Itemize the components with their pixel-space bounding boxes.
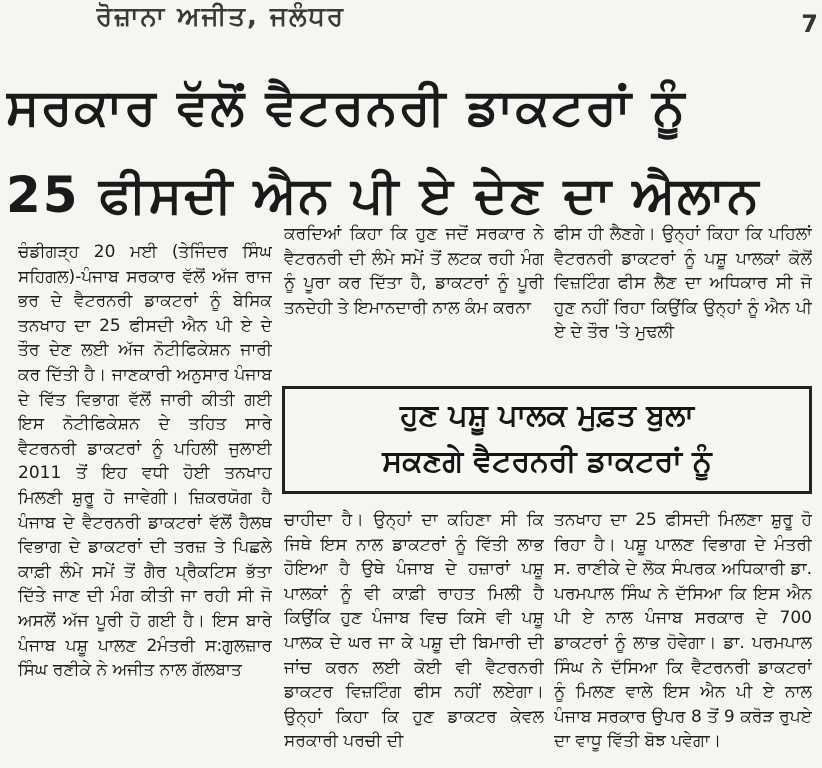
subheadline-box (282, 386, 812, 494)
article-column-2-bottom (284, 508, 544, 760)
subheadline-line-1: ਹੁਣ ਪਸ਼ੂ ਪਾਲਕ ਮੁਫ਼ਤ ਬੁਲਾ (400, 398, 694, 433)
headline-line-1: ਸਰਕਾਰ ਵੱਲੋਂ ਵੈਟਰਨਰੀ ਡਾਕਟਰਾਂ ਨੂੰ (6, 78, 687, 136)
subheadline-line-2: ਸਕਣਗੇ ਵੈਟਰਨਰੀ ਡਾਕਟਰਾਂ ਨੂੰ (382, 444, 712, 479)
column-1-text: ਚੰਡੀਗੜ੍ਹ 20 ਮਈ (ਤੇਜਿੰਦਰ ਸਿੰਘ ਸਹਿਗਲ)-ਪੰਜਾਬ ਸਰਕਾਰ ਵੱਲੋਂ ਅੱਜ ਰਾਜ ਭਰ ਦੇ ਵੈਟਰਨਰੀ ਡਾਕਟਰਾਂ ਨੂੰ ਬੇਸਿਕ ਤਨਖਾਹ ਦਾ 25 ਫੀਸਦੀ ਐਨ ਪੀ ਏ ਦੇ ਤੌਰ ਦੇਣ ਲਈ ਅੱਜ ਨੋਟੀਫਿਕੇਸ਼ਨ ਜਾਰੀ ਕਰ ਦਿੱਤੀ ਹੈ। ਜਾਣਕਾਰੀ ਅਨੁਸਾਰ ਪੰਜਾਬ ਦੇ ਵਿੱਤ ਵਿਭਾਗ ਵੱਲੋਂ ਜਾਰੀ ਕੀਤੀ ਗਈ ਇਸ ਨੋਟੀਫਿਕੇਸ਼ਨ ਦੇ ਤਹਿਤ ਸਾਰੇ ਵੈਟਰਨਰੀ ਡਾਕਟਰਾਂ ਨੂੰ ਪਹਿਲੀ ਜੁਲਾਈ 2011 ਤੋਂ ਇਹ ਵਧੀ ਹੋਈ ਤਨਖਾਹ ਮਿਲਣੀ ਸ਼ੁਰੂ ਹੋ ਜਾਵੇਗੀ। ਜ਼ਿਕਰਯੋਗ ਹੈ ਪੰਜਾਬ ਦੇ ਵੈਟਰਨਰੀ ਡਾਕਟਰਾਂ ਵੱਲੋਂ ਹੈਲਥ ਵਿਭਾਗ ਦੇ ਡਾਕਟਰਾਂ ਦੀ ਤਰਜ਼ ਤੇ ਪਿਛਲੇ ਕਾਫ਼ੀ ਲੰਮੇ ਸਮੇਂ ਤੋਂ ਗੈਰ ਪ੍ਰੈਕਟਿਸ ਭੱਤਾ ਦਿੱਤੇ ਜਾਣ ਦੀ ਮੰਗ ਕੀਤੀ ਜਾ ਰਹੀ ਸੀ ਜੋ ਅਸਲੋਂ ਅੱਜ ਪੂਰੀ ਹੋ ਗਈ ਹੈ। ਇਸ ਬਾਰੇ ਪੰਜਾਬ ਪਸ਼ੂ ਪਾਲਣ 2ਮੰਤਰੀ ਸ:ਗੁਲਜ਼ਾਰ ਸਿੰਘ ਰਣੀਕੇ ਨੇ ਅਜੀਤ ਨਾਲ ਗੱਲਬਾਤ (18, 242, 272, 681)
corner-mark: 7 (801, 10, 818, 38)
article-column-2-top (284, 222, 544, 382)
column-2-top-text: ਕਰਦਿਆਂ ਕਿਹਾ ਕਿ ਹੁਣ ਜਦੋਂ ਸਰਕਾਰ ਨੇ ਵੈਟਰਨਰੀ ਦੀ ਲੰਮੇ ਸਮੇਂ ਤੋਂ ਲਟਕ ਰਹੀ ਮੰਗ ਨੂੰ ਪੂਰਾ ਕਰ ਦਿੱਤਾ ਹੈ, ਡਾਕਟਰਾਂ ਨੂੰ ਪੂਰੀ ਤਨਦੇਹੀ ਤੇ ਇਮਾਨਦਾਰੀ ਨਾਲ ਕੰਮ ਕਰਨਾ (284, 224, 544, 318)
column-3-bottom-text: ਤਨਖਾਹ ਦਾ 25 ਫੀਸਦੀ ਮਿਲਣਾ ਸ਼ੁਰੂ ਹੋ ਰਿਹਾ ਹੈ। ਪਸ਼ੂ ਪਾਲਣ ਵਿਭਾਗ ਦੇ ਮੰਤਰੀ ਸ. ਰਾਣੀਕੇ ਦੇ ਲੋਕ ਸੰਪਰਕ ਅਧਿਕਾਰੀ ਡਾ. ਪਰਮਪਾਲ ਸਿੰਘ ਨੇ ਦੱਸਿਆ ਕਿ ਇਸ ਐਨ ਪੀ ਏ ਨਾਲ ਪੰਜਾਬ ਸਰਕਾਰ ਦੇ 700 ਡਾਕਟਰਾਂ ਨੂੰ ਲਾਭ ਹੋਵੇਗਾ। ਡਾ. ਪਰਮਪਾਲ ਸਿੰਘ ਨੇ ਦੱਸਿਆ ਕਿ ਵੈਟਰਨਰੀ ਡਾਕਟਰਾਂ ਨੂੰ ਮਿਲਣ ਵਾਲੇ ਇਸ ਐਨ ਪੀ ਏ ਨਾਲ ਪੰਜਾਬ ਸਰਕਾਰ ਉਪਰ 8 ਤੋਂ 9 ਕਰੋੜ ਰੁਪਏ ਦਾ ਵਾਧੂ ਵਿੱਤੀ ਬੋਝ ਪਵੇਗਾ। (554, 510, 812, 752)
article-column-3-bottom (554, 508, 812, 760)
article-column-3-top (554, 222, 812, 382)
masthead: ਰੋਜ਼ਾਨਾ ਅਜੀਤ, ਜਲੰਧਰ (96, 2, 346, 32)
headline-line-2: 25 ਫੀਸਦੀ ਐਨ ਪੀ ਏ ਦੇਣ ਦਾ ਐਲਾਨ (6, 166, 761, 224)
column-2-bottom-text: ਚਾਹੀਦਾ ਹੈ। ਉਨ੍ਹਾਂ ਦਾ ਕਹਿਣਾ ਸੀ ਕਿ ਜਿਥੇ ਇਸ ਨਾਲ ਡਾਕਟਰਾਂ ਨੂੰ ਵਿੱਤੀ ਲਾਭ ਹੋਇਆ ਹੈ ਉਥੇ ਪੰਜਾਬ ਦੇ ਹਜ਼ਾਰਾਂ ਪਸ਼ੂ ਪਾਲਕਾਂ ਨੂੰ ਵੀ ਕਾਫ਼ੀ ਰਾਹਤ ਮਿਲੀ ਹੈ ਕਿਉਂਕਿ ਹੁਣ ਪੰਜਾਬ ਵਿਚ ਕਿਸੇ ਵੀ ਪਸ਼ੂ ਪਾਲਕ ਦੇ ਘਰ ਜਾ ਕੇ ਪਸ਼ੂ ਦੀ ਬਿਮਾਰੀ ਦੀ ਜਾਂਚ ਕਰਨ ਲਈ ਕੋਈ ਵੀ ਵੈਟਰਨਰੀ ਡਾਕਟਰ ਵਿਜ਼ਟਿੰਗ ਫੀਸ ਨਹੀਂ ਲਏਗਾ। ਉਨ੍ਹਾਂ ਕਿਹਾ ਕਿ ਹੁਣ ਡਾਕਟਰ ਕੇਵਲ ਸਰਕਾਰੀ ਪਰਚੀ ਦੀ (284, 510, 544, 752)
column-3-top-text: ਫੀਸ ਹੀ ਲੈਣਗੇ। ਉਨ੍ਹਾਂ ਕਿਹਾ ਕਿ ਪਹਿਲਾਂ ਵੈਟਰਨਰੀ ਡਾਕਟਰਾਂ ਨੂੰ ਪਸ਼ੂ ਪਾਲਕਾਂ ਕੋਲੋਂ ਵਿਜ਼ਟਿੰਗ ਫੀਸ ਲੈਣ ਦਾ ਅਧਿਕਾਰ ਸੀ ਜੋ ਹੁਣ ਨਹੀਂ ਰਿਹਾ ਕਿਉਂਕਿ ਉਨ੍ਹਾਂ ਨੂੰ ਐਨ ਪੀ ਏ ਦੇ ਤੌਰ 'ਤੇ ਮੁਢਲੀ (554, 224, 812, 343)
article-column-1 (18, 240, 272, 760)
